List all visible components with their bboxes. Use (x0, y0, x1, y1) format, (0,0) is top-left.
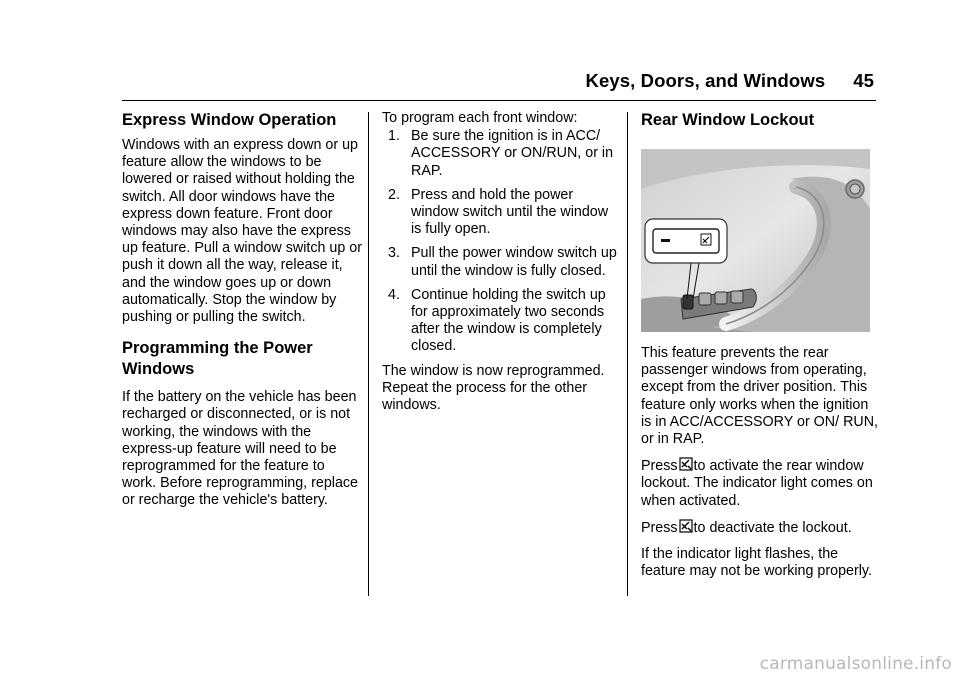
column-right (641, 110, 881, 580)
list-item: 3. Pull the power window switch up until the window is fully closed. (388, 245, 617, 279)
paragraph-programming: If the battery on the vehicle has been recharged or disconnected, or is not working, the windows with the express-up feature will need to be reprogrammed for the feature to work. Before reprogramming, replace or recharge the vehicle's battery. (122, 389, 358, 509)
page-header (586, 70, 874, 92)
rear-window-lockout-icon (679, 457, 693, 471)
section-title: Keys, Doors, and Windows (585, 70, 826, 91)
heading-express-window: Express Window Operation (122, 111, 337, 129)
watermark-text: carmanualsonline.info (759, 654, 952, 674)
paragraph-express-window: Windows with an express down or up feature allow the windows to be lowered or raised without holding the switch. All door windows have the express down feature. Front door windows may also have the express up feature. Pull a window switch up or push it down all the way, release it, and the window goes up or down automatically. Stop the window by pushing or pulling the switch. (122, 137, 362, 326)
list-item: 1. Be sure the ignition is in ACC/ ACCESSORY or ON/RUN, or in RAP. (388, 128, 614, 179)
door-switch-illustration (641, 149, 870, 332)
paragraph-indicator-flash: If the indicator light flashes, the feature may not be working properly. (641, 546, 872, 580)
page-number: 45 (853, 70, 874, 91)
column-divider (368, 112, 369, 596)
heading-rear-lockout: Rear Window Lockout (641, 111, 815, 129)
steps-intro: To program each front window: (382, 110, 578, 126)
list-item: 2. Press and hold the power window switch until the window is fully open. (388, 186, 609, 238)
column-divider (627, 112, 628, 596)
heading-programming: Programming the Power Windows (122, 339, 313, 379)
list-item: 4. Continue holding the switch up for approximately two seconds after the window is completely closed. (388, 286, 606, 355)
steps-closing: The window is now reprogrammed. Repeat the process for the other windows. (382, 362, 605, 414)
header-rule (122, 100, 876, 101)
paragraph-press-deactivate: Press to deactivate the lockout. (641, 519, 852, 536)
steps-list (382, 128, 618, 355)
column-left (122, 110, 362, 510)
rear-window-lockout-icon (679, 519, 693, 533)
paragraph-press-activate: Press to activate the rear window lockout. The indicator light comes on when activated. (641, 458, 873, 509)
paragraph-lockout-description: This feature prevents the rear passenger windows from operating, except from the driver position. This feature only works when the ignition is in ACC/ACCESSORY or ON/ RUN, or in RAP. (641, 345, 879, 448)
column-middle (382, 110, 618, 414)
